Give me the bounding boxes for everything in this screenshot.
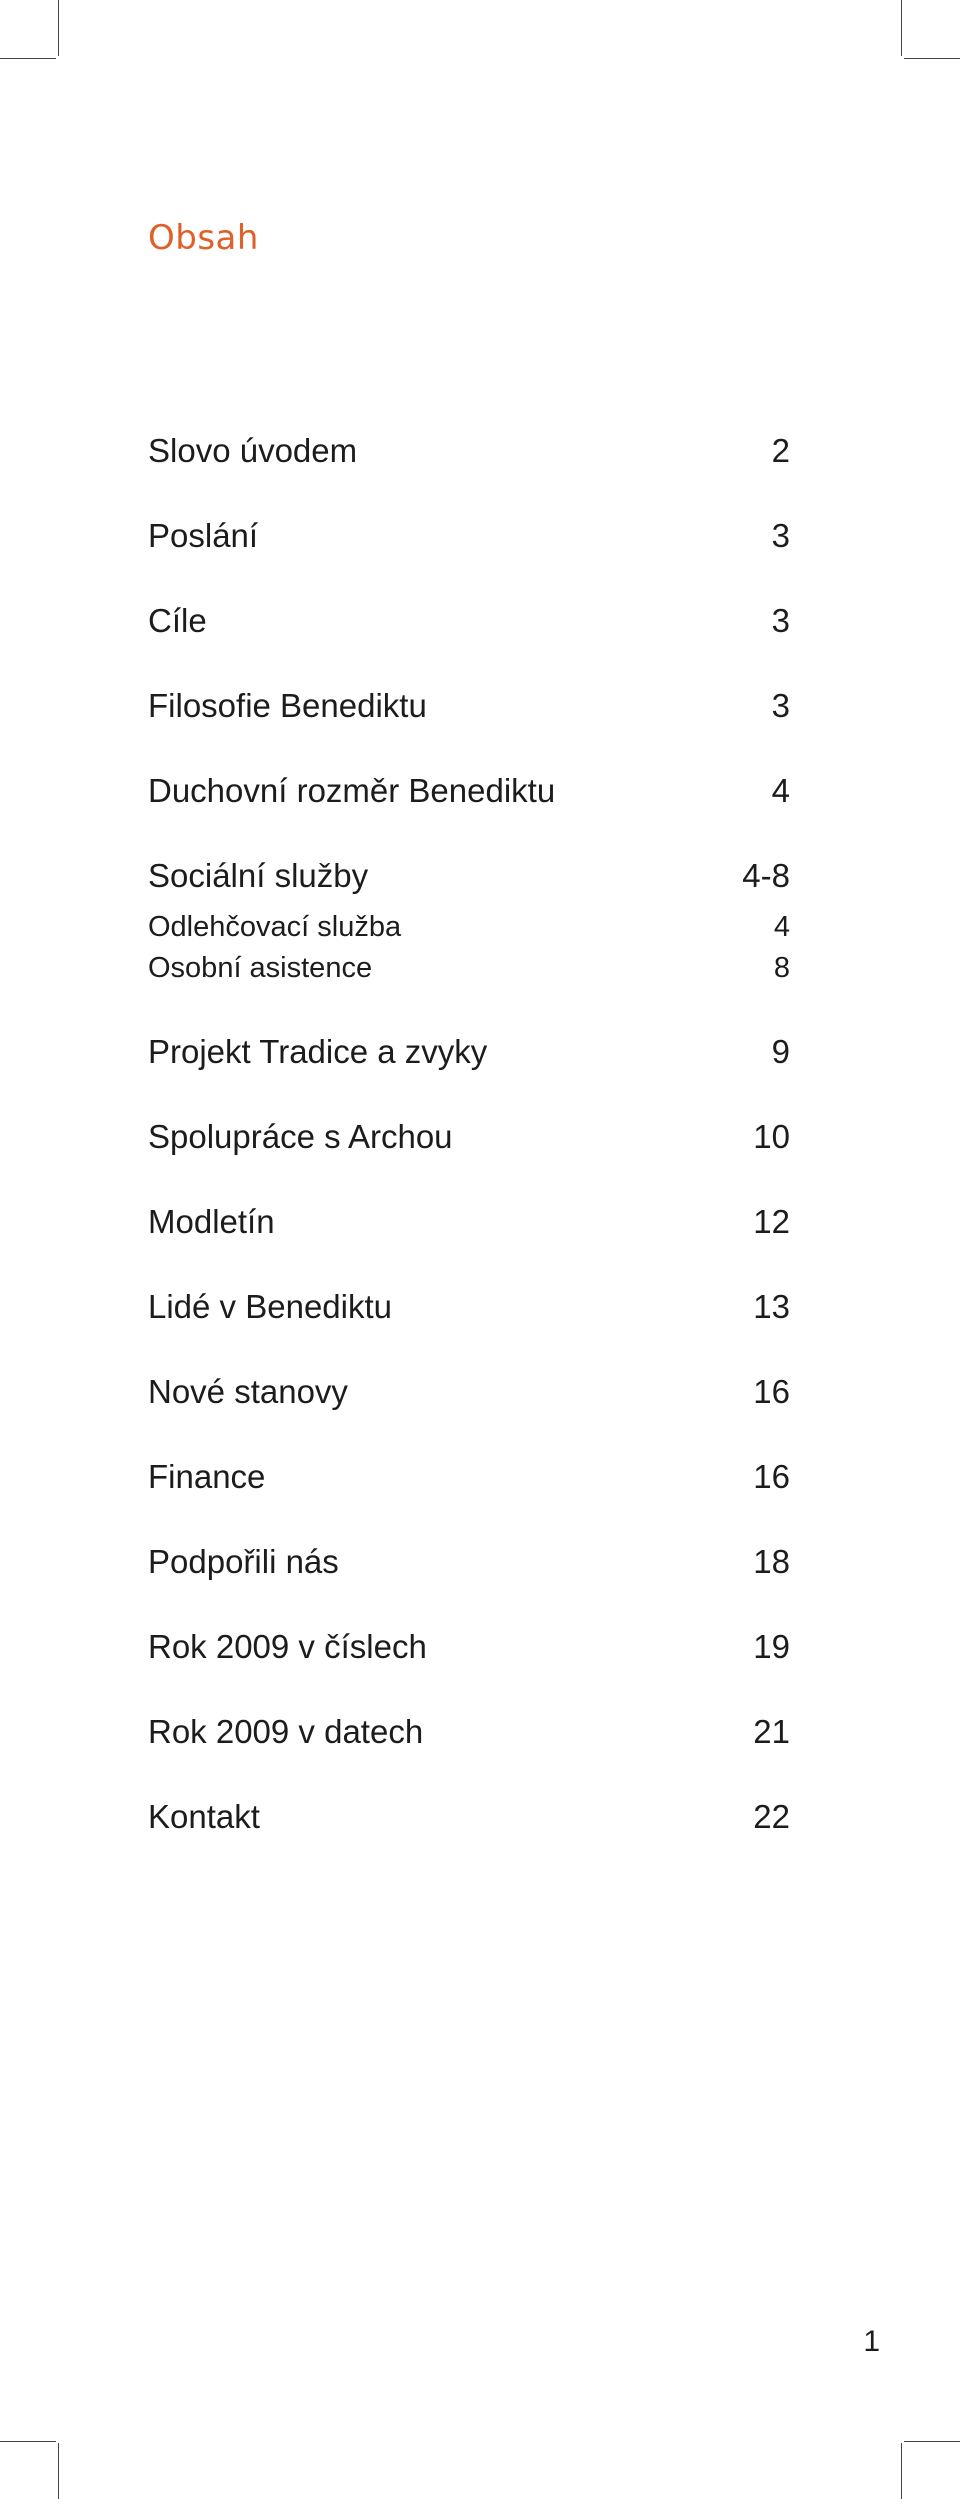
page-number: 1 <box>863 2325 880 2358</box>
toc-item-rok-2009-v-cislech[interactable] <box>148 1627 790 1667</box>
crop-mark-bottom-right-vertical <box>901 2443 902 2499</box>
toc-item-page: 13 <box>753 1288 790 1325</box>
toc-item-modletin[interactable] <box>148 1202 790 1242</box>
toc-item-page: 19 <box>753 1628 790 1665</box>
toc-subitem-odlehcovaci-sluzba[interactable] <box>148 910 790 944</box>
toc-item-duchovni-rozmer[interactable] <box>148 771 790 811</box>
toc-item-label: Spolupráce s Archou <box>148 1118 453 1155</box>
page-title: Obsah <box>148 218 259 258</box>
crop-mark-bottom-left-vertical <box>58 2443 59 2499</box>
toc-item-label: Sociální služby <box>148 857 369 894</box>
toc-item-label: Rok 2009 v datech <box>148 1713 424 1750</box>
toc-item-cile[interactable] <box>148 601 790 641</box>
toc-item-spoluprace-s-archou[interactable] <box>148 1117 790 1157</box>
toc-item-label: Podpořili nás <box>148 1543 339 1580</box>
toc-item-filosofie-benediktu[interactable] <box>148 686 790 726</box>
toc-item-page: 16 <box>753 1373 790 1410</box>
toc-item-finance[interactable] <box>148 1457 790 1497</box>
toc-item-page: 16 <box>753 1458 790 1495</box>
toc-item-label: Duchovní rozměr Benediktu <box>148 772 556 809</box>
toc-item-label: Kontakt <box>148 1798 260 1835</box>
toc-item-label: Finance <box>148 1458 266 1495</box>
toc-item-slovo-uvodem[interactable] <box>148 431 790 471</box>
toc-item-page: 9 <box>771 1033 790 1070</box>
toc-item-page: 3 <box>771 602 790 639</box>
toc-item-label: Odlehčovací služba <box>148 911 402 943</box>
toc-item-label: Rok 2009 v číslech <box>148 1628 427 1665</box>
toc-item-label: Filosofie Benediktu <box>148 687 427 724</box>
toc-item-rok-2009-v-datech[interactable] <box>148 1712 790 1752</box>
toc-item-page: 21 <box>753 1713 790 1750</box>
toc-item-page: 2 <box>771 432 790 469</box>
crop-mark-top-left-vertical <box>58 0 59 56</box>
toc-item-page: 3 <box>771 687 790 724</box>
toc-item-projekt-tradice[interactable] <box>148 1032 790 1072</box>
toc-item-page: 4 <box>771 772 790 809</box>
toc-item-lide-v-benediktu[interactable] <box>148 1287 790 1327</box>
toc-item-page: 12 <box>753 1203 790 1240</box>
toc-item-page: 3 <box>771 517 790 554</box>
toc-item-page: 10 <box>753 1118 790 1155</box>
toc-item-page: 18 <box>753 1543 790 1580</box>
toc-item-label: Projekt Tradice a zvyky <box>148 1033 488 1070</box>
crop-mark-bottom-right-horizontal <box>904 2441 960 2442</box>
crop-mark-top-right-vertical <box>901 0 902 56</box>
crop-mark-top-right-horizontal <box>904 58 960 59</box>
toc-item-kontakt[interactable] <box>148 1797 790 1837</box>
toc-item-page: 22 <box>753 1798 790 1835</box>
toc-item-page: 4 <box>773 911 790 943</box>
toc-item-label: Modletín <box>148 1203 275 1240</box>
toc-item-label: Slovo úvodem <box>148 432 358 469</box>
toc-item-label: Cíle <box>148 602 207 639</box>
crop-mark-bottom-left-horizontal <box>0 2441 56 2442</box>
toc-item-poslani[interactable] <box>148 516 790 556</box>
toc-subitem-osobni-asistence[interactable] <box>148 951 790 985</box>
toc-item-nove-stanovy[interactable] <box>148 1372 790 1412</box>
toc-item-socialni-sluzby[interactable] <box>148 856 790 896</box>
toc-item-page: 4-8 <box>742 857 790 894</box>
toc-item-label: Nové stanovy <box>148 1373 348 1410</box>
crop-mark-top-left-horizontal <box>0 58 56 59</box>
toc-item-label: Poslání <box>148 517 259 554</box>
toc-item-page: 8 <box>773 952 790 984</box>
toc-item-label: Lidé v Benediktu <box>148 1288 393 1325</box>
toc-item-podporili-nas[interactable] <box>148 1542 790 1582</box>
toc-item-label: Osobní asistence <box>148 952 373 984</box>
